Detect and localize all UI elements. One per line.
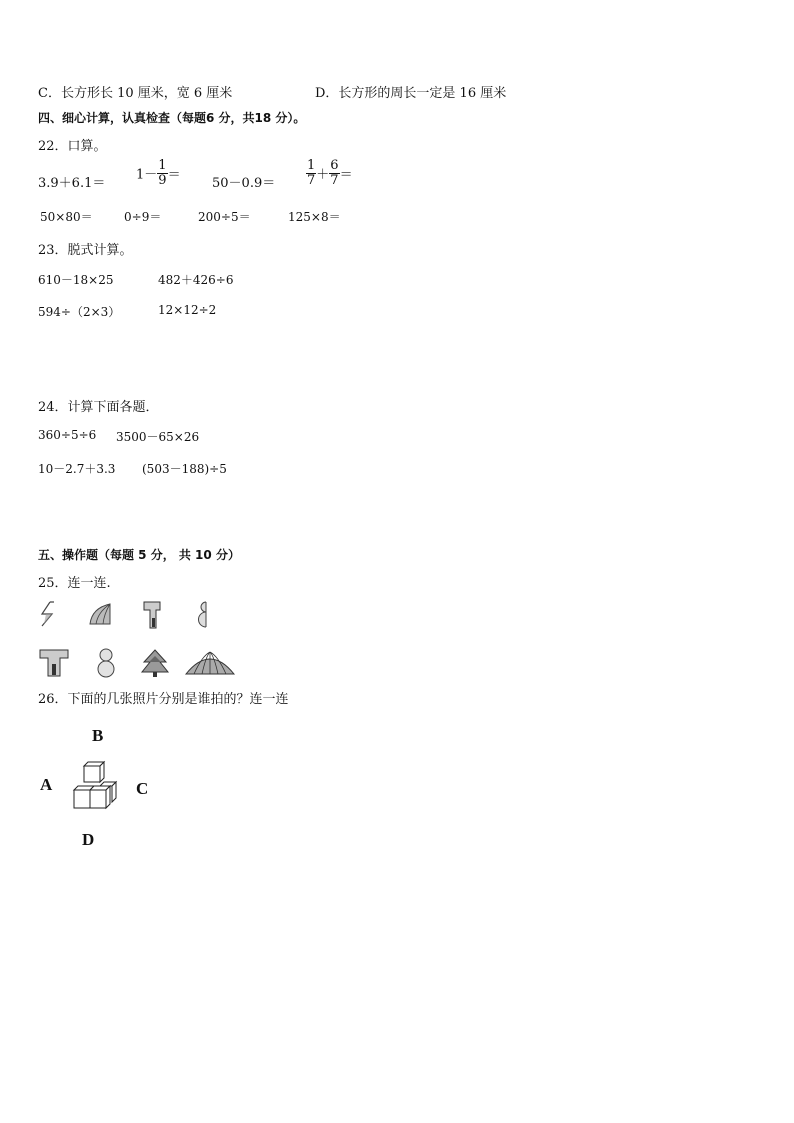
fraction-1-7 [306, 159, 316, 187]
q23-title: 23．脱式计算。 [38, 243, 133, 258]
section-4-title: 四、细心计算，认真检查（每题6 分，共18 分）。 [38, 111, 306, 125]
fraction-1-9 [157, 159, 167, 187]
q22-expr-2 [136, 159, 181, 187]
q22-title: 22．口算。 [38, 139, 107, 154]
q26-title: 26．下面的几张照片分别是谁拍的？连一连 [38, 692, 289, 707]
label-c: C [136, 779, 149, 798]
q24-expr-1: 360÷5÷6 [38, 428, 97, 442]
half-umbrella-icon [86, 600, 114, 628]
option-d: D．长方形的周长一定是 16 厘米 [315, 86, 507, 101]
q25-title: 25．连一连. [38, 576, 111, 591]
q22-expr-5: 50×80＝ [40, 210, 93, 224]
snowman-icon [94, 646, 118, 678]
plus-sign: ＋ [316, 167, 330, 183]
fraction-denominator: 9 [158, 172, 167, 188]
q23-expr-4: 12×12÷2 [158, 303, 217, 317]
fraction-denominator: 7 [307, 172, 316, 188]
fraction-numerator: 1 [158, 158, 167, 173]
q23-expr-2: 482＋426÷6 [158, 273, 234, 287]
q22-expr-4 [306, 159, 353, 187]
fraction-6-7 [329, 159, 339, 187]
half-snowman-icon [194, 600, 210, 630]
q22-expr-3: 50－0.9＝ [212, 176, 276, 191]
q22-expr-7: 200÷5＝ [198, 210, 251, 224]
label-d: D [82, 830, 95, 849]
label-b: B [92, 726, 104, 745]
q22-expr-1: 3.9＋6.1＝ [38, 176, 106, 191]
section-5-title: 五、操作题（每题 5 分， 共 10 分） [38, 548, 240, 562]
q24-expr-2: 3500－65×26 [116, 430, 200, 444]
q22-expr-8: 125×8＝ [288, 210, 341, 224]
fraction-numerator: 6 [330, 158, 339, 173]
q22-expr-2-prefix: 1－ [136, 167, 158, 183]
q24-expr-4: (503－188)÷5 [142, 462, 227, 476]
q24-title: 24．计算下面各题． [38, 400, 159, 415]
q22-expr-6: 0÷9＝ [124, 210, 162, 224]
fraction-denominator: 7 [330, 172, 339, 188]
stacked-cubes-icon [70, 760, 122, 816]
q22-expr-2-equals: ＝ [167, 167, 181, 183]
q23-expr-3: 594÷（2×3） [38, 305, 121, 319]
q24-expr-3: 10－2.7＋3.3 [38, 462, 116, 476]
equals-sign: ＝ [339, 167, 353, 183]
option-c: C．长方形长 10 厘米，宽 6 厘米 [38, 86, 233, 101]
fraction-numerator: 1 [307, 158, 316, 173]
q23-expr-1: 610－18×25 [38, 273, 114, 287]
label-a: A [40, 775, 53, 794]
tree-icon [140, 648, 170, 678]
half-lightning-icon [38, 600, 60, 630]
umbrella-icon [184, 650, 236, 678]
half-house-icon [142, 600, 164, 630]
house-icon [38, 648, 70, 678]
